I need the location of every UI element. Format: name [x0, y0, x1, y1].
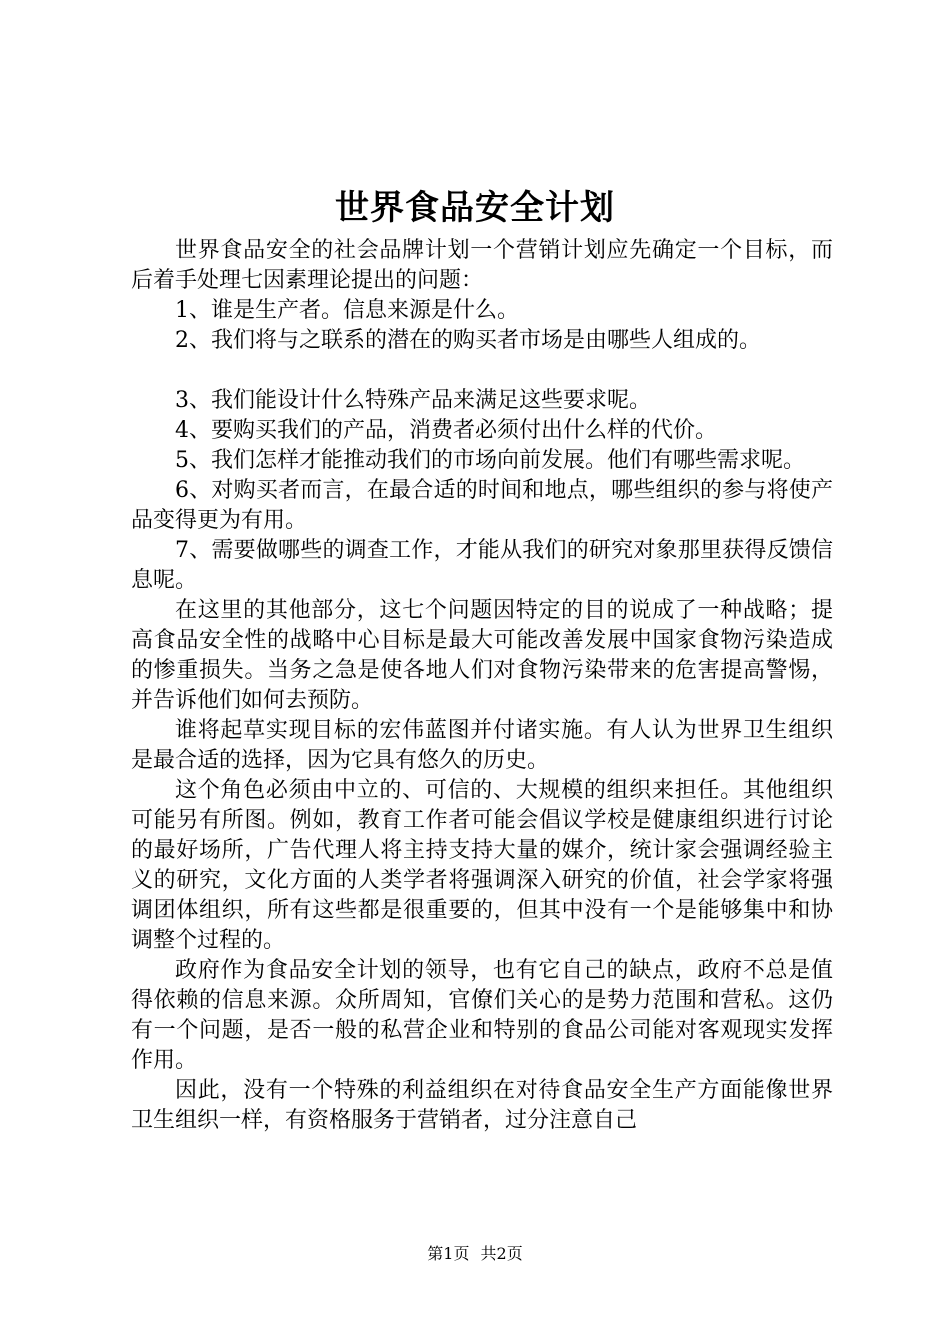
question-item-7: 7、需要做哪些的调查工作，才能从我们的研究对象那里获得反馈信息呢。: [131, 538, 833, 593]
government-paragraph: 政府作为食品安全计划的领导，也有它自己的缺点，政府不总是值得依赖的信息来源。众所周知，官僚们关心的是势力范围和营私。这仍有一个问题，是否一般的私营企业和特别的食品公司能对客观现实发挥作用。: [131, 958, 833, 1073]
question-item-1: 1、谁是生产者。信息来源是什么。: [175, 298, 519, 323]
intro-paragraph: 世界食品安全的社会品牌计划一个营销计划应先确定一个目标，而后着手处理七因素理论提出的问题：: [131, 238, 833, 293]
strategy-paragraph: 在这里的其他部分，这七个问题因特定的目的说成了一种战略；提高食品安全性的战略中心目标是最大可能改善发展中国家食物污染造成的惨重损失。当务之急是使各地人们对食物污染带来的危害提高警惕，并告诉他们如何去预防。: [131, 598, 833, 713]
question-item-2: 2、我们将与之联系的潜在的购买者市场是由哪些人组成的。: [175, 328, 761, 353]
question-item-6: 6、对购买者而言，在最合适的时间和地点，哪些组织的参与将使产品变得更为有用。: [131, 478, 833, 533]
question-item-4: 4、要购买我们的产品，消费者必须付出什么样的代价。: [175, 418, 717, 443]
conclusion-paragraph: 因此，没有一个特殊的利益组织在对待食品安全生产方面能像世界卫生组织一样，有资格服务于营销者，过分注意自己: [131, 1078, 833, 1133]
page-number-total: 共2页: [480, 1244, 523, 1263]
blueprint-paragraph: 谁将起草实现目标的宏伟蓝图并付诸实施。有人认为世界卫生组织是最合适的选择，因为它具有悠久的历史。: [131, 718, 833, 773]
question-item-5: 5、我们怎样才能推动我们的市场向前发展。他们有哪些需求呢。: [175, 448, 805, 473]
role-paragraph: 这个角色必须由中立的、可信的、大规模的组织来担任。其他组织可能另有所图。例如，教育工作者可能会倡议学校是健康组织进行讨论的最好场所，广告代理人将主持支持大量的媒介，统计家会强调经验主义的研究，文化方面的人类学者将强调深入研究的价值，社会学家将强调团体组织，所有这些都是很重要的，但其中没有一个是能够集中和协调整个过程的。: [131, 778, 833, 953]
question-item-3: 3、我们能设计什么特殊产品来满足这些要求呢。: [175, 388, 651, 413]
page-number-current: 第1页: [427, 1244, 470, 1263]
page-footer: [0, 1243, 950, 1265]
document-title: 世界食品安全计划: [335, 188, 615, 228]
document-body: [131, 236, 833, 1136]
